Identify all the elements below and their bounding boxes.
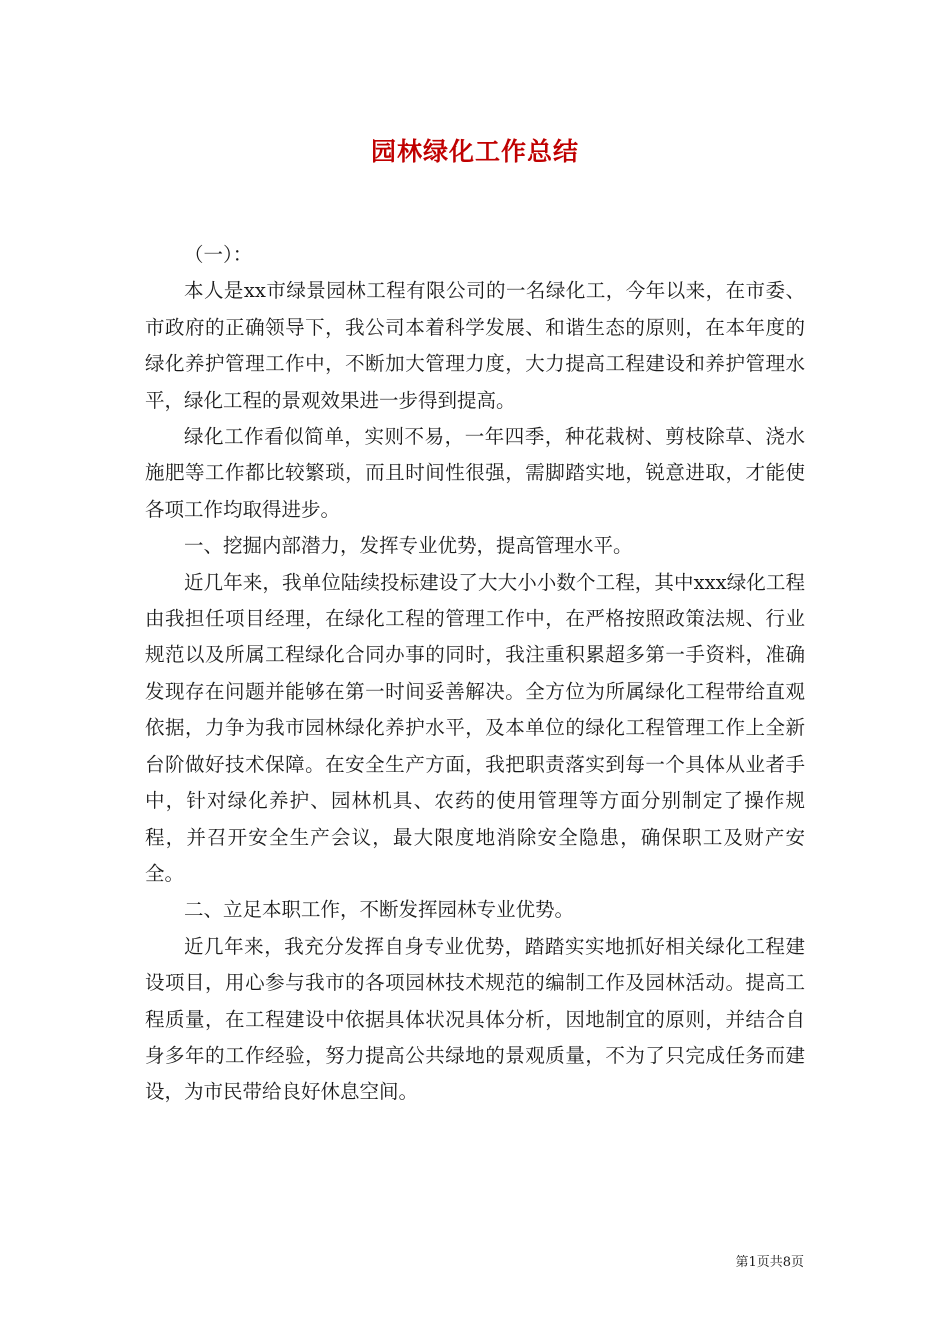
page-number: 第1页共8页 [735, 1255, 804, 1270]
heading-section-two: 二、立足本职工作，不断发挥园林专业优势。 [184, 898, 575, 922]
document-body [145, 237, 805, 1111]
paragraph-work-overview: 绿化工作看似简单，实则不易，一年四季，种花栽树、剪枝除草、浇水施肥等工作都比较繁琐，而且时间性很强，需脚踏实地，锐意进取，才能使各项工作均取得进步。 [145, 425, 805, 521]
paragraph-section-one-body: 近几年来，我单位陆续投标建设了大大小小数个工程，其中xxx绿化工程由我担任项目经理，在绿化工程的管理工作中，在严格按照政策法规、行业规范以及所属工程绿化合同办事的同时，我注重积累超多第一手资料，准确发现存在问题并能够在第一时间妥善解决。全方位为所属绿化工程带给直观依据，力争为我市园林绿化养护水平，及本单位的绿化工程管理工作上全新台阶做好技术保障。在安全生产方面，我把职责落实到每一个具体从业者手中，针对绿化养护、园林机具、农药的使用管理等方面分别制定了操作规程，并召开安全生产会议，最大限度地消除安全隐患，确保职工及财产安全。 [145, 570, 805, 885]
heading-section-one: 一、挖掘内部潜力，发挥专业优势，提高管理水平。 [184, 534, 633, 558]
paragraph-section-two-body: 近几年来，我充分发挥自身专业优势，踏踏实实地抓好相关绿化工程建设项目，用心参与我市的各项园林技术规范的编制工作及园林活动。提高工程质量，在工程建设中依据具体状况具体分析，因地制宜的原则，并结合自身多年的工作经验，努力提高公共绿地的景观质量，不为了只完成任务而建设，为市民带给良好休息空间。 [145, 934, 805, 1104]
paragraph-intro: 本人是xx市绿景园林工程有限公司的一名绿化工，今年以来，在市委、市政府的正确领导下，我公司本着科学发展、和谐生态的原则，在本年度的绿化养护管理工作中，不断加大管理力度，大力提高工程建设和养护管理水平，绿化工程的景观效果进一步得到提高。 [145, 279, 805, 412]
document-title: 园林绿化工作总结 [370, 137, 579, 166]
paragraph-section-marker: （一）： [184, 243, 253, 266]
